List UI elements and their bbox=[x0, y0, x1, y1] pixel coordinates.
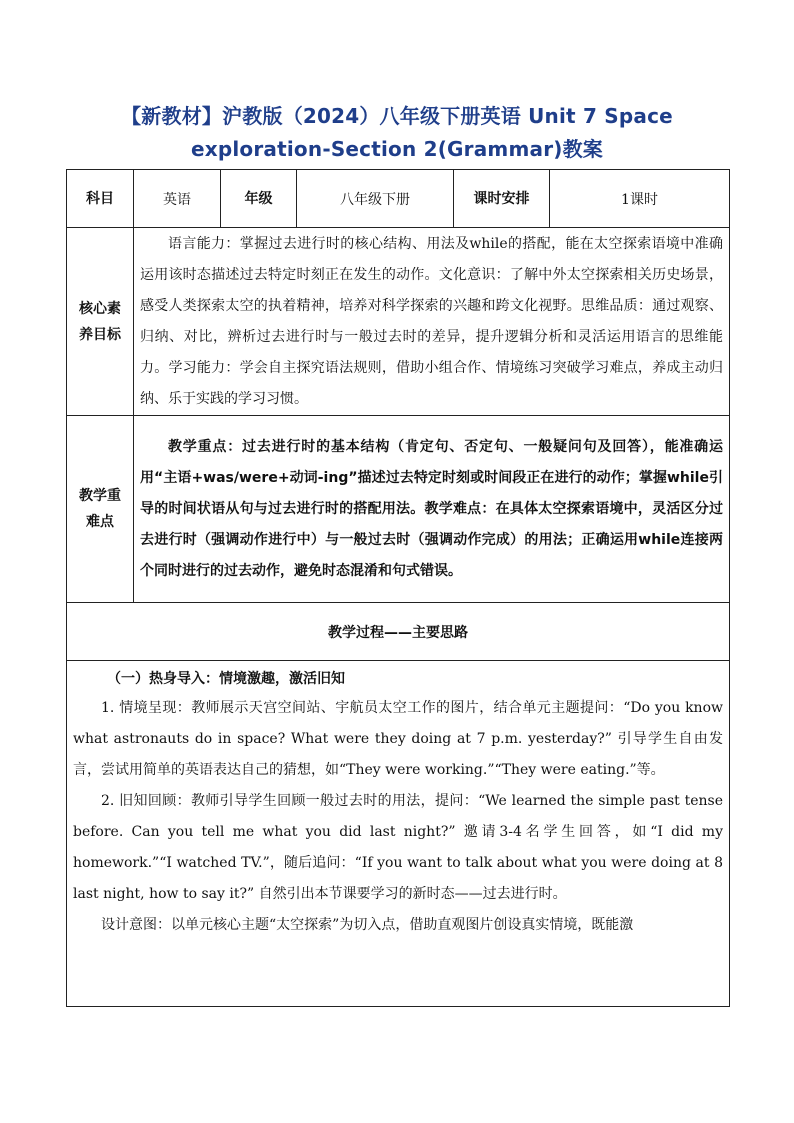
process-content bbox=[67, 661, 730, 1007]
subject-label: 科目 bbox=[67, 170, 134, 228]
key-points-label: 教学重难点 bbox=[67, 416, 134, 603]
document-title bbox=[66, 100, 728, 166]
key-points-cell bbox=[134, 416, 730, 603]
step-1-text: 1. 情境呈现：教师展示天宫空间站、宇航员太空工作的图片，结合单元主题提问：“Do you know what astronauts do in space? What were they doing at 7 p.m. yesterday?” 引导学生自由发言，尝试用简单的英语表达自己的猜想，如“They were working.”“They were eating.”等。 bbox=[73, 700, 723, 778]
key-points-text: 教学重点：过去进行时的基本结构（肯定句、否定句、一般疑问句及回答），能准确运用“主语+was/were+动词-ing”描述过去特定时刻或时间段正在进行的动作；掌握while引导的时间状语从句与过去进行时的搭配用法。教学难点：在具体太空探索语境中，灵活区分过去进行时（强调动作进行中）与一般过去时（强调动作完成）的用法；正确运用while连接两个同时进行的过去动作，避免时态混淆和句式错误。 bbox=[140, 438, 723, 579]
process-heading: 教学过程——主要思路 bbox=[67, 603, 730, 661]
subject-value: 英语 bbox=[134, 170, 221, 228]
design-intent-text: 设计意图：以单元核心主题“太空探索”为切入点，借助直观图片创设真实情境，既能激 bbox=[101, 917, 634, 933]
hours-label: 课时安排 bbox=[454, 170, 550, 228]
grade-label: 年级 bbox=[221, 170, 297, 228]
grade-value: 八年级下册 bbox=[297, 170, 454, 228]
hours-value: 1课时 bbox=[550, 170, 730, 228]
warmup-subheading: （一）热身导入：情境激趣，激活旧知 bbox=[107, 671, 345, 687]
lesson-plan-table bbox=[66, 169, 730, 1007]
process-content-row bbox=[67, 661, 730, 1007]
step-2-text: 2. 旧知回顾：教师引导学生回顾一般过去时的用法，提问：“We learned the simple past tense before. Can you tell me what you did last night?” 邀请3-4名学生回答，如“I did my homework.”“I watched TV.”，随后追问：“If you want to talk about what you were doing at 8 last night, how to say it?” 自然引出本节课要学习的新时态——过去进行时。 bbox=[73, 793, 723, 902]
document-title-line-2: exploration-Section 2(Grammar)教案 bbox=[190, 137, 604, 161]
process-heading-row bbox=[67, 603, 730, 661]
key-points-row bbox=[67, 416, 730, 603]
document-title-line-1: 【新教材】沪教版（2024）八年级下册英语 Unit 7 Space bbox=[121, 104, 673, 128]
goals-label: 核心素养目标 bbox=[67, 228, 134, 416]
info-row bbox=[67, 170, 730, 228]
goals-cell bbox=[134, 228, 730, 416]
goals-row bbox=[67, 228, 730, 416]
goals-text: 语言能力：掌握过去进行时的核心结构、用法及while的搭配，能在太空探索语境中准确运用该时态描述过去特定时刻正在发生的动作。文化意识：了解中外太空探索相关历史场景，感受人类探索太空的执着精神，培养对科学探索的兴趣和跨文化视野。思维品质：通过观察、归纳、对比，辨析过去进行时与一般过去时的差异，提升逻辑分析和灵活运用语言的思维能力。学习能力：学会自主探究语法规则，借助小组合作、情境练习突破学习难点，养成主动归纳、乐于实践的学习习惯。 bbox=[140, 235, 723, 407]
